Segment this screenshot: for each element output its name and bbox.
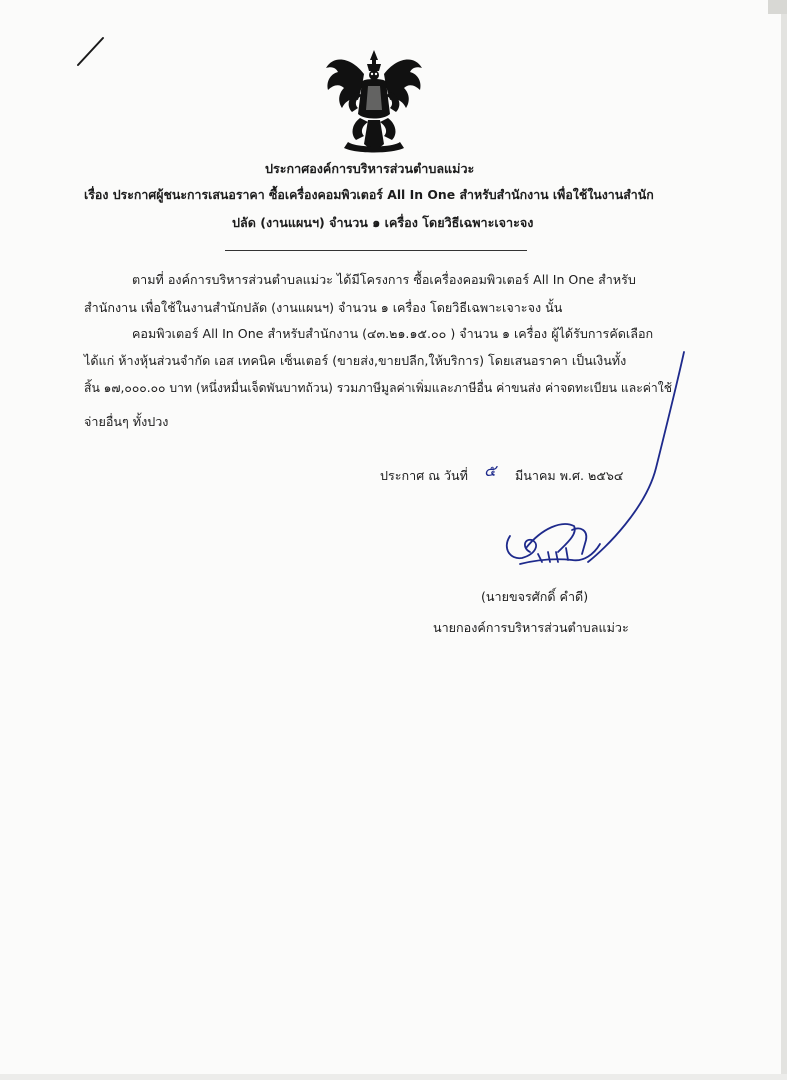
organization-title: ประกาศองค์การบริหารส่วนตำบลแม่วะ: [265, 161, 475, 176]
subject-line-1: เรื่อง ประกาศผู้ชนะการเสนอราคา ซื้อเครื่องคอมพิวเตอร์ All In One สำหรับสำนักงาน เพื่อใช้ในงานสำนัก: [84, 187, 654, 202]
announcement-month-year: มีนาคม พ.ศ. ๒๕๖๔: [515, 468, 624, 483]
paragraph-1-line-1: ตามที่ องค์การบริหารส่วนตำบลแม่วะ ได้มีโครงการ ซื้อเครื่องคอมพิวเตอร์ All In One สำหรับ: [132, 272, 636, 287]
paragraph-2-line-3: สิ้น ๑๗,๐๐๐.๐๐ บาท (หนึ่งหมื่นเจ็ดพันบาทถ้วน) รวมภาษีมูลค่าเพิ่มและภาษีอื่น ค่าขนส่ง ค่าจดทะเบียน และค่าใช้: [84, 381, 672, 395]
paragraph-1-line-2: สำนักงาน เพื่อใช้ในงานสำนักปลัด (งานแผนฯ) จำนวน ๑ เครื่อง โดยวิธีเฉพาะเจาะจง นั้น: [84, 300, 563, 315]
signatory-position: นายกองค์การบริหารส่วนตำบลแม่วะ: [433, 620, 629, 635]
paragraph-2-line-4: จ่ายอื่นๆ ทั้งปวง: [84, 414, 169, 429]
garuda-emblem-icon: [318, 44, 430, 156]
signatory-name: (นายขจรศักดิ์ คำดี): [481, 589, 589, 604]
pen-mark-icon: [72, 34, 108, 70]
handwritten-signature: [496, 348, 696, 588]
announcement-prefix: ประกาศ ณ วันที่: [380, 468, 468, 483]
header-divider: [225, 250, 527, 251]
paragraph-2-line-2: ได้แก่ ห้างหุ้นส่วนจำกัด เอส เทคนิค เซ็นเตอร์ (ขายส่ง,ขายปลีก,ให้บริการ) โดยเสนอราคา เป็นเงินทั้ง: [84, 353, 627, 368]
announcement-day: ๕: [484, 461, 497, 480]
paragraph-2-line-1: คอมพิวเตอร์ All In One สำหรับสำนักงาน (๔๓.๒๑.๑๕.๐๐ ) จำนวน ๑ เครื่อง ผู้ได้รับการคัดเลือก: [132, 326, 654, 341]
subject-line-2: ปลัด (งานแผนฯ) จำนวน ๑ เครื่อง โดยวิธีเฉพาะเจาะจง: [232, 215, 534, 230]
